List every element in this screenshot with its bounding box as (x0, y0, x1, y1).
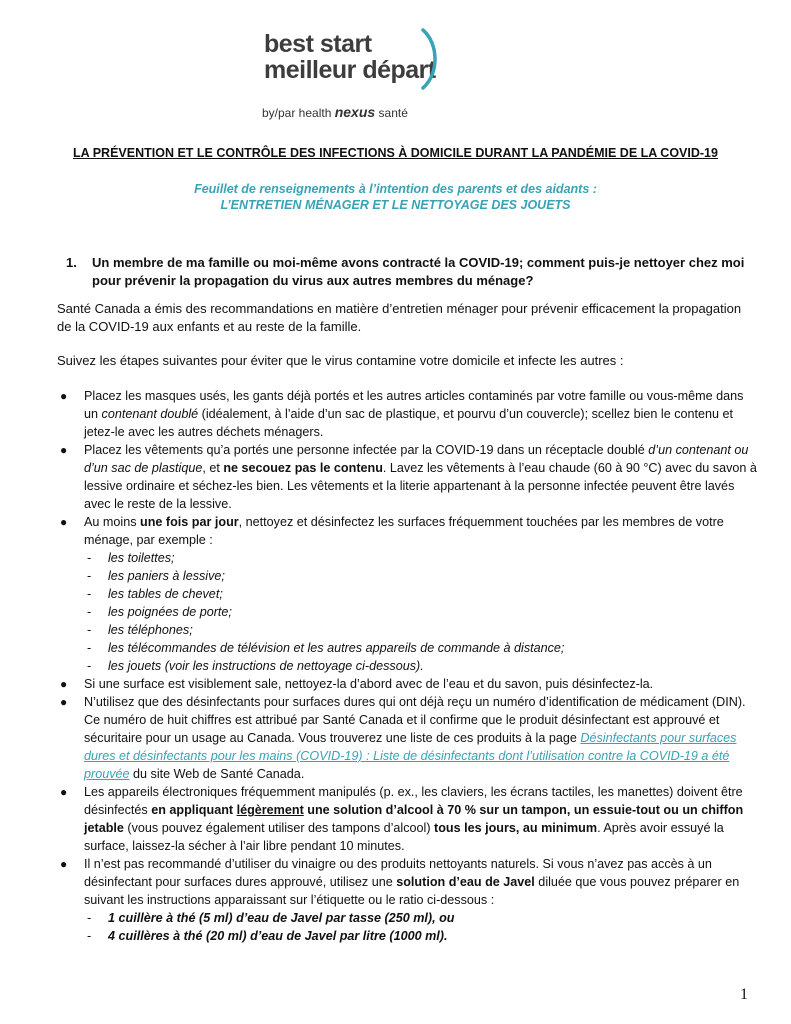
bullet-text: , nettoyez et désinfectez les surfaces fréquemment touchées par les membres de votre ménage, par exemple : (84, 515, 724, 547)
dash-icon: - (87, 659, 92, 673)
logo-by-suffix: santé (375, 106, 408, 120)
bullet-icon: ● (60, 389, 68, 403)
bullet-text: Si une surface est visiblement sale, nettoyez-la d’abord avec de l’eau et du savon, puis désinfectez-la. (84, 677, 654, 691)
sub-list-item (84, 549, 757, 567)
bullet-text: (idéalement, à l’aide d’un sac de plastique, et pourvu d’un couvercle); scellez bien le contenu et jetez-le avec les autres déchets ménagers. (84, 407, 734, 439)
bullet-icon: ● (60, 443, 68, 457)
sub-item-text: les tables de chevet; (108, 587, 223, 601)
logo-line-2: meilleur départ (264, 56, 436, 84)
bullet-text: (vous pouvez également utiliser des tampons d’alcool) (123, 821, 435, 835)
dash-icon: - (87, 605, 92, 619)
dash-icon: - (87, 641, 92, 655)
dash-icon: - (87, 929, 92, 943)
sub-item-text: 1 cuillère à thé (5 ml) d’eau de Javel par tasse (250 ml), ou (108, 911, 455, 925)
bullet-text: Il n’est pas recommandé d’utiliser du vinaigre ou des produits nettoyants naturels. Si vous n’avez pas accès à un désinfectant pour surfaces dures approuvé, utilisez une (84, 857, 712, 889)
logo-byline (262, 104, 408, 120)
bullet-text: Au moins (84, 515, 140, 529)
bullet-text: . Après avoir essuyé la surface, laissez-la sécher à l’air libre pendant 10 minutes. (84, 821, 724, 853)
bullet-strong-underline: légèrement (236, 803, 304, 817)
sub-list-item (84, 621, 757, 639)
logo-line-1: best start (264, 30, 372, 58)
sub-list-item (84, 909, 757, 927)
bullet-emphasis: contenant doublé (101, 407, 199, 421)
bullet-icon: ● (60, 515, 68, 529)
bullet-strong: tous les jours, au minimum (434, 821, 598, 835)
bullet-text: Les appareils électroniques fréquemment manipulés (p. ex., les claviers, les écrans tactiles, les manettes) doivent être désinfectés (84, 785, 743, 817)
sub-list-item (84, 585, 757, 603)
logo-nexus-brand: nexus (334, 104, 376, 120)
intro-paragraph: Santé Canada a émis des recommandations en matière d’entretien ménager pour prévenir efficacement la propagation de la COVID-19 aux enfants et au reste de la famille. (57, 301, 742, 334)
sub-list-item (84, 639, 757, 657)
document-title: LA PRÉVENTION ET LE CONTRÔLE DES INFECTIONS À DOMICILE DURANT LA PANDÉMIE DE LA COVID-19 (73, 146, 718, 160)
dash-icon: - (87, 623, 92, 637)
sub-item-text: les télécommandes de télévision et les autres appareils de commande à distance; (108, 641, 565, 655)
bullet-item (57, 693, 757, 783)
sub-list-item (84, 603, 757, 621)
sub-item-text: 4 cuillères à thé (20 ml) d’eau de Javel par litre (1000 ml). (108, 929, 448, 943)
bullet-text: diluée que vous pouvez préparer en suivant les instructions apparaissant sur l’étiquette ou le ratio ci-dessous : (84, 875, 740, 907)
steps-intro-paragraph: Suivez les étapes suivantes pour éviter que le virus contamine votre domicile et infecte les autres : (57, 353, 624, 368)
sub-list-item (84, 657, 757, 675)
sub-item-text: les jouets (voir les instructions de nettoyage ci-dessous). (108, 659, 424, 673)
bullet-text: . Lavez les vêtements à l’eau chaude (60 à 90 °C) avec du savon à lessive ordinaire et séchez-les bien. Les vêtements et la literie appartenant à la personne infectée peuvent être lavés avec le reste de la lessive. (84, 461, 757, 511)
bullet-text: , et (202, 461, 224, 475)
dash-icon: - (87, 587, 92, 601)
bullet-icon: ● (60, 677, 68, 691)
bullet-text: du site Web de Santé Canada. (129, 767, 305, 781)
subtitle-line-2: L’ENTRETIEN MÉNAGER ET LE NETTOYAGE DES JOUETS (220, 198, 571, 212)
bullet-icon: ● (60, 695, 68, 709)
sub-item-text: les paniers à lessive; (108, 569, 225, 583)
bullet-item (57, 513, 757, 675)
bullet-icon: ● (60, 857, 68, 871)
bullet-item (57, 387, 757, 441)
logo-by-prefix: by/par health (262, 106, 335, 120)
bullet-text: N’utilisez que des désinfectants pour surfaces dures qui ont déjà reçu un numéro d’identification de médicament (DIN). Ce numéro de huit chiffres est attribué par Santé Canada et il confirme que le produit désinfectant est approuvé et sécuritaire pour un usage au Canada. Vous trouverez une liste de ces produits à la page (84, 695, 746, 745)
dash-icon: - (87, 911, 92, 925)
health-canada-disinfectants-link[interactable]: Désinfectants pour surfaces dures et désinfectants pour les mains (COVID-19) : Liste de désinfectants dont l’utilisation contre la COVID-19 a été prouvée (84, 731, 737, 781)
page-number: 1 (740, 986, 748, 1003)
bullet-strong: une fois par jour (140, 515, 239, 529)
document-subtitle (0, 181, 791, 213)
bullet-icon: ● (60, 785, 68, 799)
logo-arc-icon (420, 28, 440, 90)
bullet-text: Placez les masques usés, les gants déjà portés et les autres articles contaminés par votre famille ou vous-même dans un (84, 389, 744, 421)
bullet-strong: solution d’eau de Javel (396, 875, 535, 889)
bullet-emphasis: d’un contenant ou d’un sac de plastique (84, 443, 749, 475)
bullet-item (57, 675, 757, 693)
bullet-item (57, 783, 757, 855)
bullet-strong: une solution d’alcool à 70 % sur un tampon, un essuie-tout ou un chiffon jetable (84, 803, 744, 835)
bullet-item (57, 855, 757, 945)
question-text: Un membre de ma famille ou moi-même avons contracté la COVID-19; comment puis-je nettoyer chez moi pour prévenir la propagation du virus aux autres membres du ménage? (92, 255, 745, 288)
bullet-item (57, 441, 757, 513)
sub-item-text: les téléphones; (108, 623, 193, 637)
question-number: 1. (66, 255, 77, 270)
sub-list-item (84, 567, 757, 585)
bullet-text: Placez les vêtements qu’a portés une personne infectée par la COVID-19 dans un réceptacle doublé (84, 443, 649, 457)
dash-icon: - (87, 551, 92, 565)
sub-item-text: les poignées de porte; (108, 605, 232, 619)
sub-list-item (84, 927, 757, 945)
bullet-list (57, 387, 757, 945)
sub-item-text: les toilettes; (108, 551, 175, 565)
bullet-strong: ne secouez pas le contenu (223, 461, 383, 475)
subtitle-line-1: Feuillet de renseignements à l’intention des parents et des aidants : (194, 182, 597, 196)
bullet-strong: en appliquant (151, 803, 237, 817)
best-start-logo (262, 28, 462, 123)
dash-icon: - (87, 569, 92, 583)
